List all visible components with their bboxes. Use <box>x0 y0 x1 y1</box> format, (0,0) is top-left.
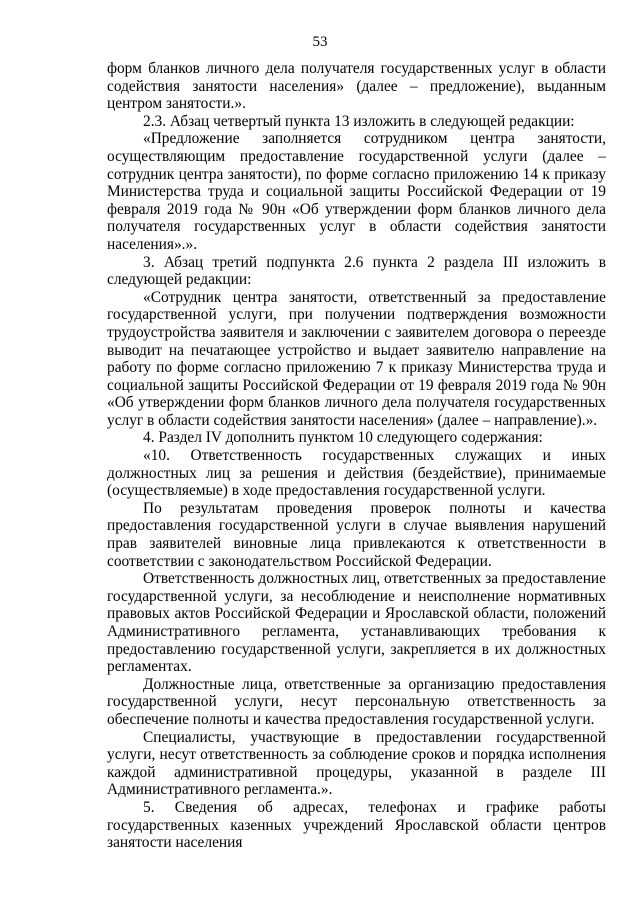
paragraph: «Сотрудник центра занятости, ответственный за предоставление государственной услуги, при получении подтверждения возможности трудоустройства заявителя и заключении с заявителем договора о переезде выводит на печатающее устройство и выдает заявителю направление на работу по форме согласно приложению 7 к приказу Министерства труда и социальной защиты Российской Федерации от 19 февраля 2019 года № 90н «Об утверждении форм бланков личного дела получателя государственных услуг в области содействия занятости населения» (далее – направление).». <box>107 288 606 429</box>
paragraph: 4. Раздел IV дополнить пунктом 10 следующего содержания: <box>143 429 543 447</box>
paragraph: По результатам проведения проверок полноты и качества предоставления государственной услуги в случае выявления нарушений прав заявителей виновные лица привлекаются к ответственности в соответствии с законодательством Российской Федерации. <box>107 499 606 570</box>
paragraph: «10. Ответственность государственных служащих и иных должностных лиц за решения и действия (бездействие), принимаемые (осуществляемые) в ходе предоставления государственной услуги. <box>107 447 606 500</box>
paragraph: Должностные лица, ответственные за организацию предоставления государственной услуги, несут персональную ответственность за обеспечение полноты и качества предоставления государственной услуги. <box>107 675 606 728</box>
paragraph: 2.3. Абзац четвертый пункта 13 изложить в следующей редакции: <box>143 112 575 130</box>
paragraph: 3. Абзац третий подпункта 2.6 пункта 2 раздела III изложить в следующей редакции: <box>107 253 606 289</box>
paragraph: форм бланков личного дела получателя государственных услуг в области содействия занятости населения» (далее – предложение), выданным центром занятости.». <box>107 60 606 113</box>
paragraph: 5. Сведения об адресах, телефонах и графике работы государственных казенных учреждений Ярославской области центров занятости населения <box>107 798 606 852</box>
paragraph: Специалисты, участвующие в предоставлении государственной услуги, несут ответственность за соблюдение сроков и порядка исполнения каждой административной процедуры, указанной в разделе III Административного регламента.». <box>107 728 606 799</box>
paragraph: «Предложение заполняется сотрудником центра занятости, осуществляющим предоставление государственной услуги (далее – сотрудник центра занятости), по форме согласно приложению 14 к приказу Министерства труда и социальной защиты Российской Федерации от 19 февраля 2019 года № 90н «Об утверждении форм бланков личного дела получателя государственных услуг в области содействия занятости населения».». <box>107 130 606 253</box>
document-body <box>107 60 606 852</box>
paragraph: Ответственность должностных лиц, ответственных за предоставление государственной услуги, за несоблюдение и неисполнение нормативных правовых актов Российской Федерации и Ярославской области, положений Административного регламента, устанавливающих требования к предоставлению государственной услуги, закрепляется в их должностных регламентах. <box>107 570 606 676</box>
page-number: 53 <box>312 34 328 50</box>
